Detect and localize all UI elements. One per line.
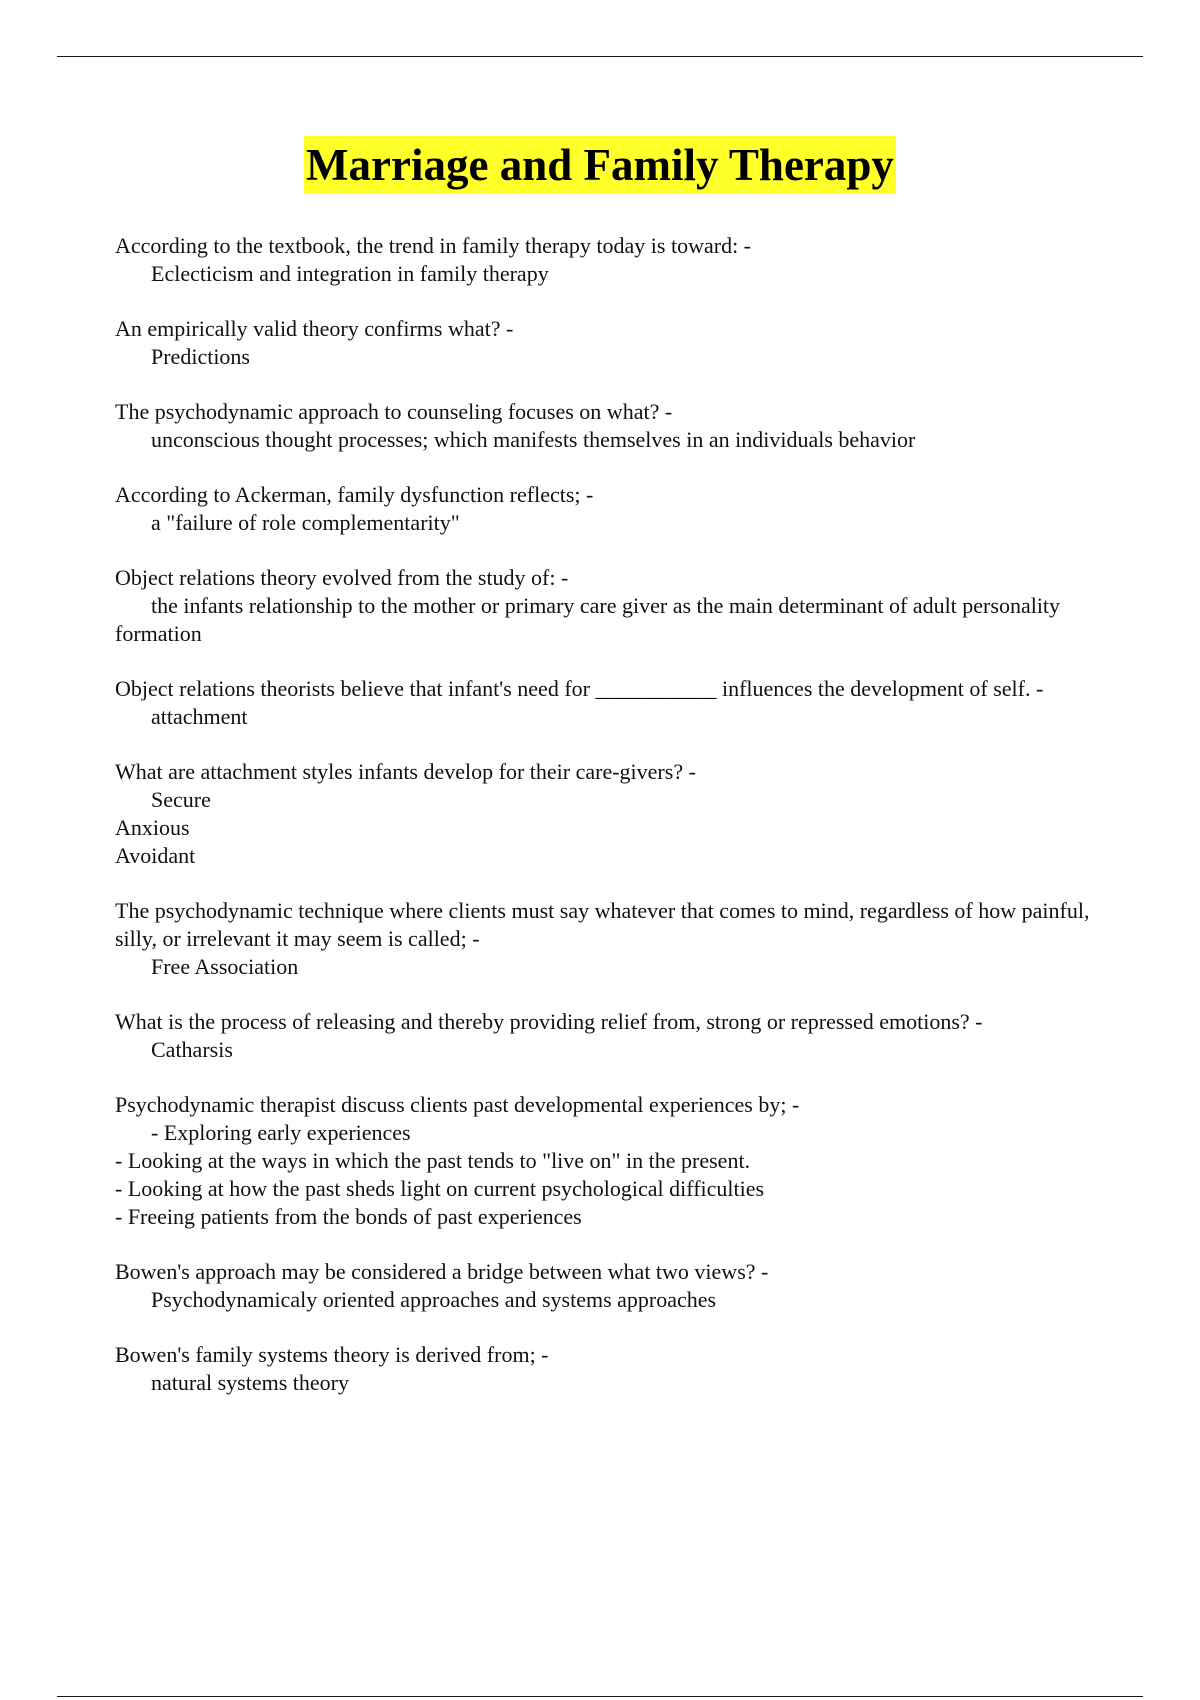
qa-item <box>115 1258 1115 1314</box>
question-text: An empirically valid theory confirms what? - <box>115 316 514 341</box>
question-text: Object relations theorists believe that infant's need for ___________ influences the development of self. - <box>115 676 1044 701</box>
qa-item <box>115 675 1115 731</box>
answer-text: - Exploring early experiences <box>151 1120 411 1145</box>
answer-text: - Looking at the ways in which the past tends to "live on" in the present. <box>115 1148 751 1173</box>
page-title: Marriage and Family Therapy <box>304 136 896 194</box>
answer-text: - Looking at how the past sheds light on current psychological difficulties <box>115 1176 765 1201</box>
qa-item <box>115 1008 1115 1064</box>
answer-text: Secure <box>151 787 211 812</box>
answer-text: the infants relationship to the mother or primary care giver as the main determinant of adult personality formation <box>115 593 1061 646</box>
question-text: The psychodynamic approach to counseling focuses on what? - <box>115 399 673 424</box>
question-text: What is the process of releasing and thereby providing relief from, strong or repressed emotions? - <box>115 1009 983 1034</box>
qa-item <box>115 1341 1115 1397</box>
title-container <box>0 136 1200 194</box>
answer-text: Avoidant <box>115 843 196 868</box>
qa-item <box>115 315 1115 371</box>
qa-item <box>115 897 1115 981</box>
question-text: According to Ackerman, family dysfunction reflects; - <box>115 482 594 507</box>
question-text: Object relations theory evolved from the study of: - <box>115 565 569 590</box>
qa-item <box>115 758 1115 870</box>
qa-item <box>115 481 1115 537</box>
top-rule <box>57 56 1143 57</box>
answer-text: Eclecticism and integration in family therapy <box>151 261 549 286</box>
question-text: Bowen's family systems theory is derived from; - <box>115 1342 549 1367</box>
question-text: The psychodynamic technique where clients must say whatever that comes to mind, regardless of how painful, silly, or irrelevant it may seem is called; - <box>115 898 1095 951</box>
answer-text: natural systems theory <box>151 1370 349 1395</box>
bottom-rule <box>57 1696 1143 1697</box>
answer-text: attachment <box>151 704 248 729</box>
qa-item <box>115 564 1115 648</box>
question-text: According to the textbook, the trend in family therapy today is toward: - <box>115 233 752 258</box>
qa-item <box>115 1091 1115 1231</box>
answer-text: Free Association <box>151 954 299 979</box>
qa-item <box>115 398 1115 454</box>
question-text: Psychodynamic therapist discuss clients past developmental experiences by; - <box>115 1092 800 1117</box>
question-text: Bowen's approach may be considered a bridge between what two views? - <box>115 1259 769 1284</box>
answer-text: Catharsis <box>151 1037 233 1062</box>
answer-text: a "failure of role complementarity" <box>151 510 460 535</box>
qa-list <box>115 232 1115 1424</box>
answer-text: Predictions <box>151 344 250 369</box>
qa-item <box>115 232 1115 288</box>
answer-text: Anxious <box>115 815 190 840</box>
answer-text: - Freeing patients from the bonds of past experiences <box>115 1204 582 1229</box>
question-text: What are attachment styles infants develop for their care-givers? - <box>115 759 696 784</box>
answer-text: Psychodynamicaly oriented approaches and systems approaches <box>151 1287 717 1312</box>
answer-text: unconscious thought processes; which manifests themselves in an individuals behavior <box>151 427 916 452</box>
